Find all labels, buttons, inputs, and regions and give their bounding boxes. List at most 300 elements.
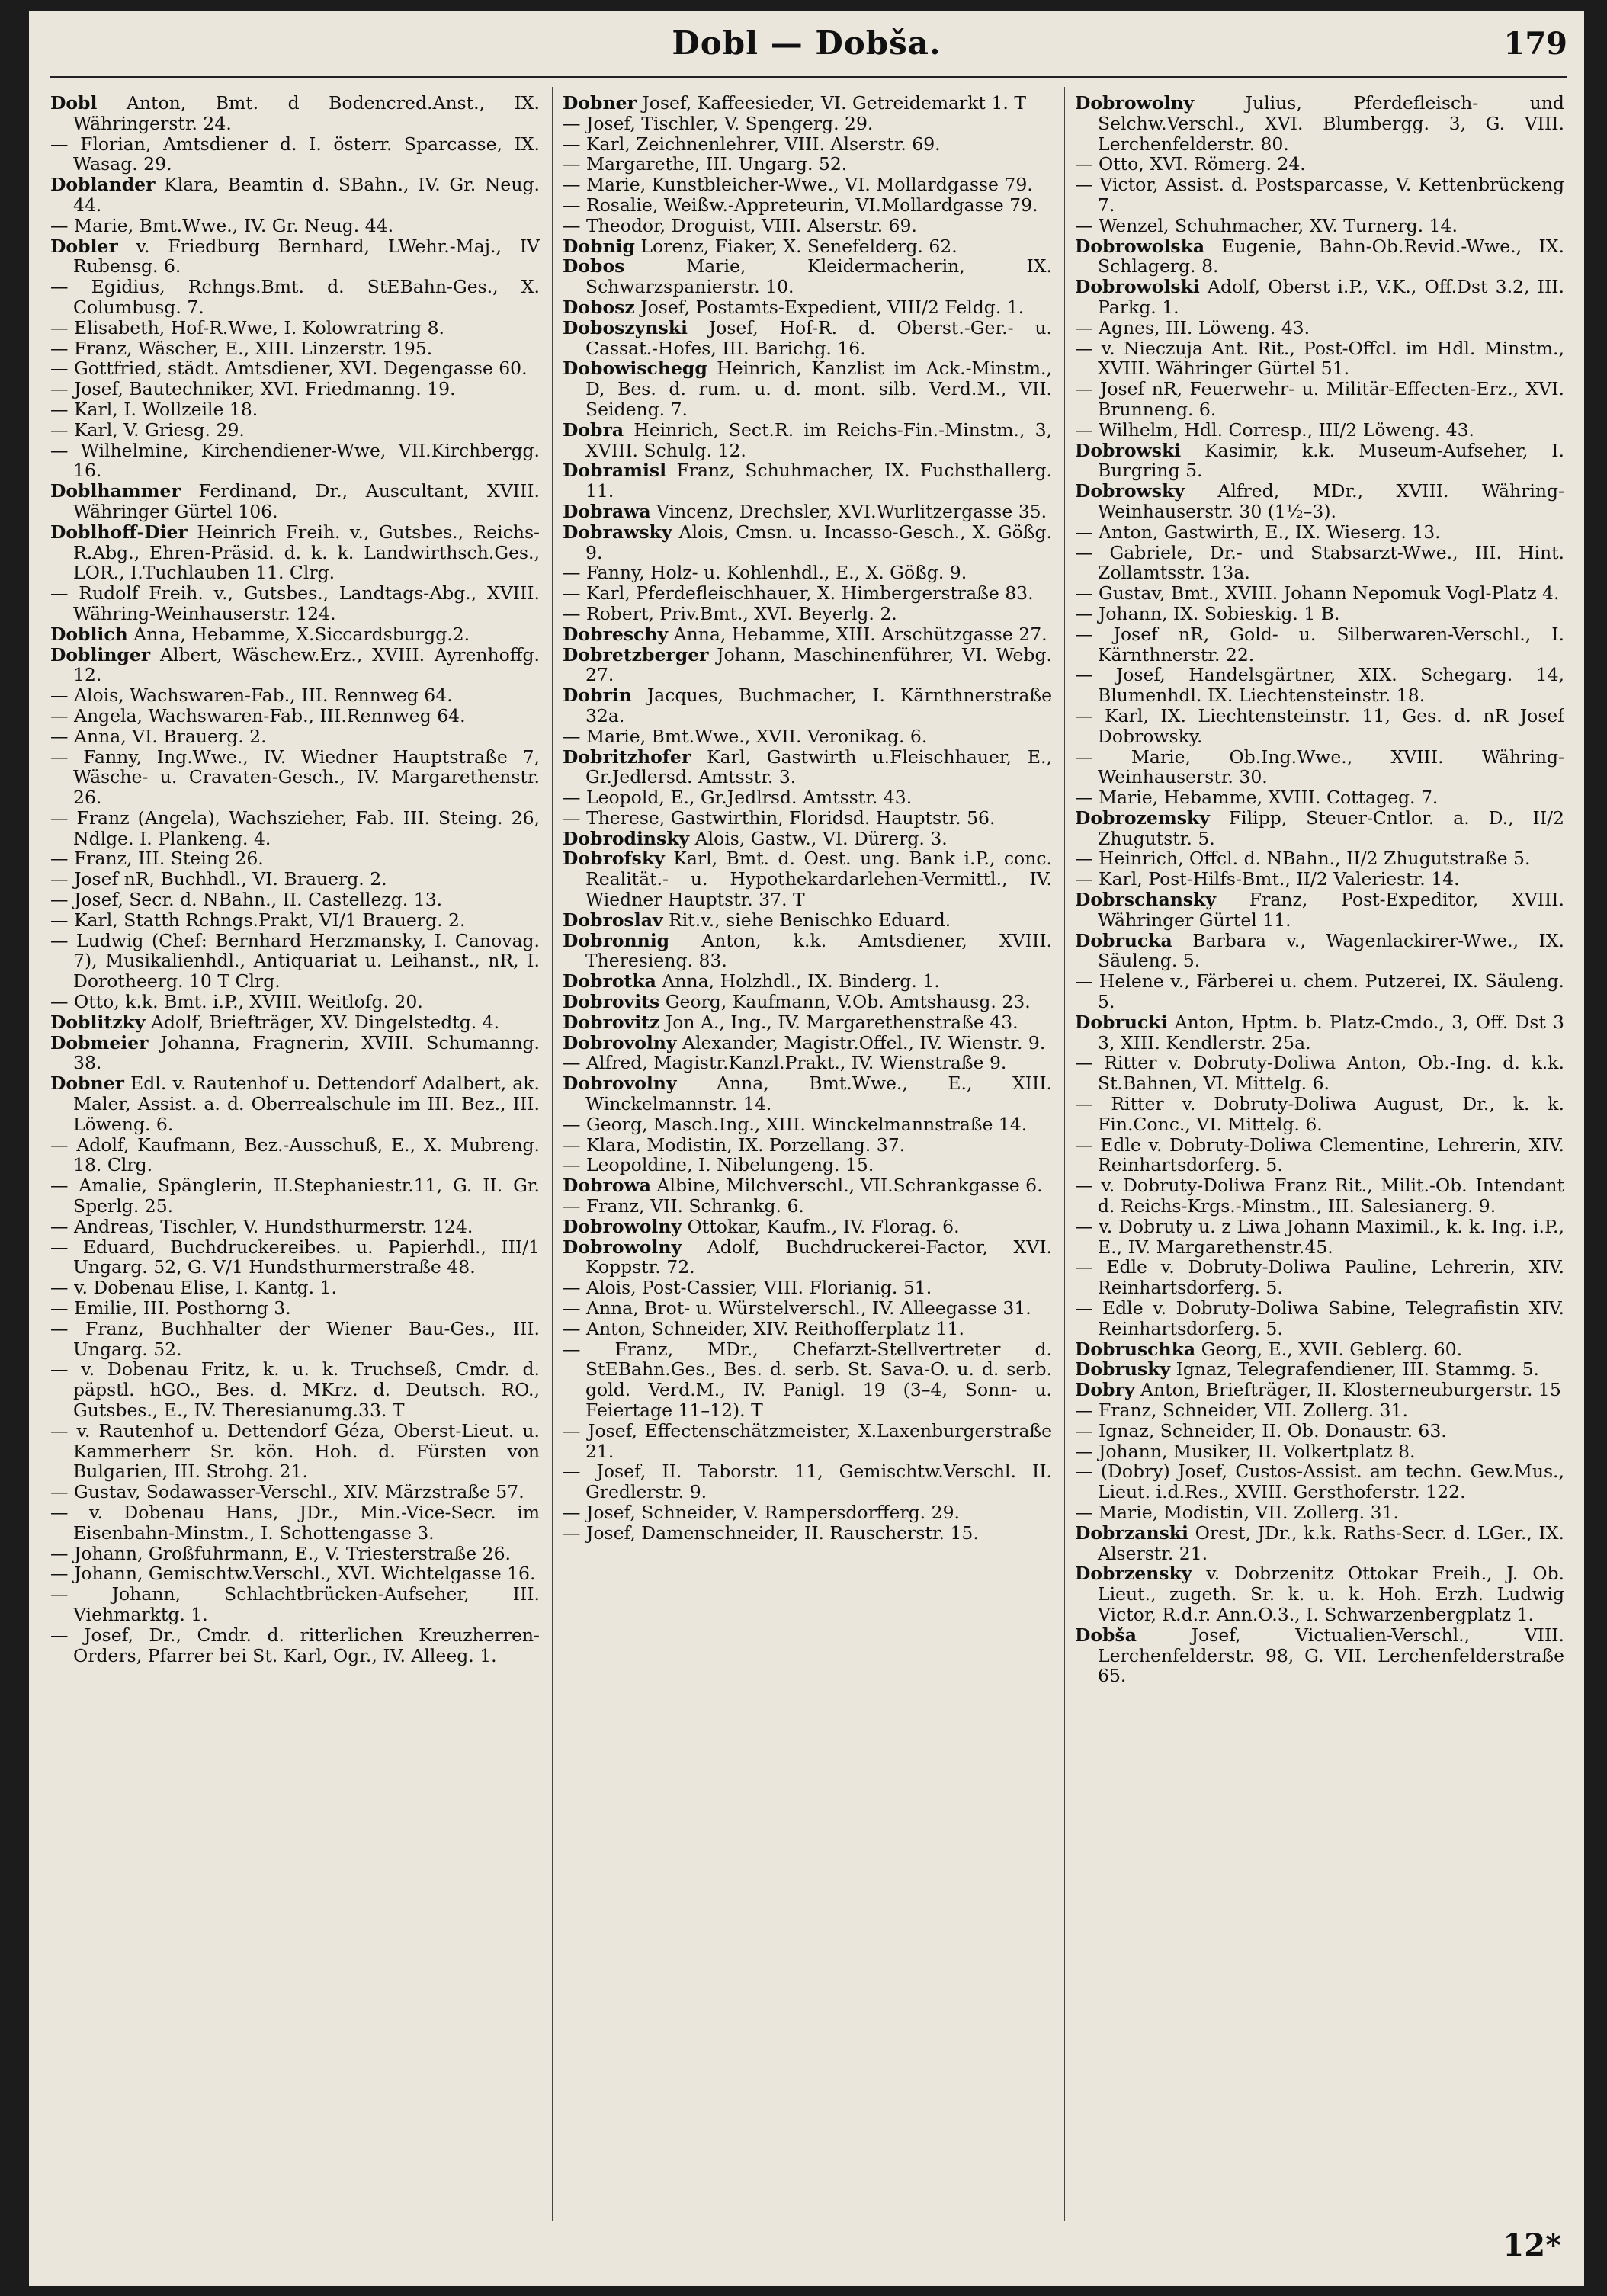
directory-entry: [50, 1237, 540, 1278]
directory-entry: [50, 481, 540, 522]
directory-entry: [50, 808, 540, 849]
directory-entry: [1075, 543, 1564, 584]
directory-entry: [50, 1298, 540, 1319]
entry-surname: Doblhammer: [50, 480, 181, 502]
column-1: [50, 93, 540, 2220]
directory-entry: [563, 1523, 1052, 1544]
directory-entry: [50, 706, 540, 726]
entry-text: Anton, Bmt. d Bodencred.Anst., IX. Währingerstr. 24.: [73, 93, 540, 134]
entry-text: — Franz (Angela), Wachszieher, Fab. III. Steing. 26, Ndlge. I. Plankeng. 4.: [50, 806, 540, 849]
directory-entry: [50, 379, 540, 399]
entry-text: — Josef nR, Buchhdl., VI. Brauerg. 2.: [50, 868, 387, 890]
entry-text: — Marie, Ob.Ing.Wwe., XVIII. Währing-Weinhauserstr. 30.: [1075, 746, 1564, 788]
entry-text: — Alfred, Magistr.Kanzl.Prakt., IV. Wienstraße 9.: [563, 1052, 1007, 1074]
entry-surname: Dobritzhofer: [563, 746, 691, 768]
entry-text: — Fanny, Holz- u. Kohlenhdl., E., X. Gößg. 9.: [563, 562, 967, 584]
entry-text: — Josef, Effectenschätzmeister, X.Laxenburgerstraße 21.: [563, 1419, 1052, 1462]
directory-entry: [1075, 665, 1564, 706]
directory-entry: [50, 93, 540, 134]
directory-entry: [563, 848, 1052, 909]
directory-entry: [1075, 1359, 1564, 1380]
entry-text: — Egidius, Rchngs.Bmt. d. StEBahn-Ges., X. Columbusg. 7.: [50, 276, 540, 318]
entry-text: Filipp, Steuer-Cntlor. a. D., II/2 Zhugutstr. 5.: [1098, 806, 1564, 849]
directory-entry: [1075, 522, 1564, 543]
entry-surname: Dobrucka: [1075, 929, 1172, 951]
entry-surname: Dobra: [563, 418, 624, 441]
entry-surname: Dobrowolski: [1075, 276, 1200, 298]
entry-text: — Alois, Post-Cassier, VIII. Florianig. 51.: [563, 1277, 932, 1299]
directory-entry: [50, 216, 540, 236]
entry-text: — Marie, Kunstbleicher-Wwe., VI. Mollardgasse 79.: [563, 174, 1033, 196]
entry-text: — v. Dobenau Elise, I. Kantg. 1.: [50, 1277, 337, 1299]
entry-text: — Marie, Bmt.Wwe., XVII. Veronikag. 6.: [563, 725, 928, 747]
directory-entry: [563, 195, 1052, 216]
directory-entry: [563, 1175, 1052, 1196]
entry-text: Vincenz, Drechsler, XVI.Wurlitzergasse 35.: [656, 500, 1047, 522]
directory-entry: [50, 583, 540, 624]
entry-text: — Anna, Brot- u. Würstelverschl., IV. Alleegasse 31.: [563, 1297, 1031, 1320]
directory-entry: [1075, 1217, 1564, 1258]
entry-text: — Johann, IX. Sobieskig. 1 B.: [1075, 602, 1340, 624]
directory-entry: [563, 93, 1052, 114]
entry-surname: Dobruschka: [1075, 1338, 1196, 1360]
directory-entry: [50, 910, 540, 931]
entry-text: Franz, Post-Expeditor, XVIII. Währinger Gürtel 11.: [1098, 889, 1564, 931]
directory-page: [29, 11, 1584, 2286]
entry-surname: Dobrovolny: [563, 1031, 677, 1053]
entry-text: Lorenz, Fiaker, X. Senefelderg. 62.: [640, 235, 957, 257]
directory-entry: [563, 971, 1052, 992]
entry-text: — Eduard, Buchdruckereibes. u. Papierhdl., III/1 Ungarg. 52, G. V/1 Hundsthurmerstraße 48.: [50, 1236, 540, 1278]
directory-entry: [1075, 624, 1564, 665]
directory-entry: [563, 1421, 1052, 1462]
entry-text: — Anna, VI. Brauerg. 2.: [50, 725, 267, 747]
directory-entry: [563, 1217, 1052, 1237]
page-number: 179: [1503, 26, 1567, 62]
entry-text: — Rosalie, Weißw.-Appreteurin, VI.Mollardgasse 79.: [563, 194, 1038, 216]
entry-text: Karl, Bmt. d. Oest. ung. Bank i.P., conc. Realität.- u. Hypothekardarlehen-Vermittl., IV. Wiedner Hauptstr. 37. T: [585, 848, 1052, 911]
entry-text: — Josef, Secr. d. NBahn., II. Castellezg. 13.: [50, 889, 443, 911]
directory-entry: [563, 1298, 1052, 1319]
entry-text: — Edle v. Dobruty-Doliwa Pauline, Lehrerin, XIV. Reinhartsdorferg. 5.: [1075, 1256, 1564, 1299]
entry-text: — Johann, Gemischtw.Verschl., XVI. Wichtelgasse 16.: [50, 1563, 536, 1585]
directory-entry: [563, 256, 1052, 297]
entry-text: — Helene v., Färberei u. chem. Putzerei, IX. Säuleng. 5.: [1075, 970, 1564, 1013]
entry-text: v. Friedburg Bernhard, LWehr.-Maj., IV Rubensg. 6.: [73, 235, 540, 277]
entry-surname: Dobowischegg: [563, 358, 707, 380]
directory-entry: [50, 624, 540, 645]
entry-text: — Ritter v. Dobruty-Doliwa August, Dr., k. k. Fin.Conc., VI. Mittelg. 6.: [1075, 1093, 1564, 1135]
entry-text: Jon A., Ing., IV. Margarethenstraße 43.: [665, 1011, 1018, 1033]
entry-text: — Andreas, Tischler, V. Hundsthurmerstr. 124.: [50, 1215, 473, 1237]
entry-text: Kasimir, k.k. Museum-Aufseher, I. Burgring 5.: [1098, 439, 1564, 482]
entry-surname: Dobos: [563, 255, 625, 277]
entry-text: Alfred, MDr., XVIII. Währing-Weinhauserstr. 30 (1½–3).: [1098, 480, 1564, 522]
entry-text: — Theodor, Droguist, VIII. Alserstr. 69.: [563, 214, 917, 236]
directory-entry: [50, 931, 540, 992]
entry-text: Johann, Maschinenführer, VI. Webg. 27.: [585, 643, 1052, 686]
entry-text: — Franz, Wäscher, E., XIII. Linzerstr. 195.: [50, 337, 433, 359]
entry-text: Anton, k.k. Amtsdiener, XVIII. Theresieng. 83.: [585, 929, 1052, 972]
directory-entry: [50, 1584, 540, 1625]
directory-entry: [50, 277, 540, 318]
entry-text: — Franz, Buchhalter der Wiener Bau-Ges., III. Ungarg. 52.: [50, 1317, 540, 1360]
directory-entry: [563, 318, 1052, 359]
directory-entry: [563, 175, 1052, 195]
entry-text: Heinrich, Sect.R. im Reichs-Fin.-Minstm., 3, XVIII. Schulg. 12.: [585, 418, 1052, 461]
directory-entry: [1075, 706, 1564, 747]
entry-surname: Dobrawa: [563, 500, 651, 522]
entry-text: — Josef, Dr., Cmdr. d. ritterlichen Kreuzherren-Orders, Pfarrer bei St. Karl, Ogr., IV. Alleeg. 1.: [50, 1624, 540, 1666]
entry-text: Anna, Holzhdl., IX. Binderg. 1.: [662, 970, 940, 992]
entry-surname: Doblitzky: [50, 1011, 146, 1033]
entry-text: — Gottfried, städt. Amtsdiener, XVI. Degengasse 60.: [50, 358, 528, 380]
entry-text: Josef, Postamts-Expedient, VIII/2 Feldg. 1.: [640, 296, 1025, 318]
entry-surname: Dobša: [1075, 1624, 1137, 1646]
entry-text: — Anton, Schneider, XIV. Reithofferplatz 11.: [563, 1317, 964, 1339]
directory-entry: [563, 1135, 1052, 1156]
entry-text: — Wenzel, Schuhmacher, XV. Turnerg. 14.: [1075, 214, 1458, 236]
entry-text: Johanna, Fragnerin, XVIII. Schumanng. 38.: [73, 1031, 540, 1074]
entry-text: Anna, Bmt.Wwe., E., XIII. Winckelmannstr. 14.: [585, 1073, 1052, 1115]
directory-entry: [50, 1563, 540, 1584]
entry-text: Anna, Hebamme, X.Siccardsburgg.2.: [133, 623, 470, 645]
directory-entry: [563, 1012, 1052, 1033]
entry-text: — Victor, Assist. d. Postsparcasse, V. Kettenbrückeng 7.: [1075, 174, 1564, 216]
entry-text: — v. Nieczuja Ant. Rit., Post-Offcl. im Hdl. Minstm., XVIII. Währinger Gürtel 51.: [1075, 337, 1564, 380]
directory-entry: [563, 1033, 1052, 1053]
entry-text: — Florian, Amtsdiener d. I. österr. Sparcasse, IX. Wasag. 29.: [50, 133, 540, 175]
entry-text: — Karl, Pferdefleischhauer, X. Himbergerstraße 83.: [563, 582, 1034, 604]
directory-entry: [563, 583, 1052, 604]
entry-text: — v. Dobenau Hans, JDr., Min.-Vice-Secr. im Eisenbahn-Minstm., I. Schottengasse 3.: [50, 1501, 540, 1544]
entry-text: — Therese, Gastwirthin, Floridsd. Hauptstr. 56.: [563, 806, 996, 829]
directory-entry: [563, 114, 1052, 134]
entry-surname: Dobrowsky: [1075, 480, 1185, 502]
entry-text: — Marie, Hebamme, XVIII. Cottageg. 7.: [1075, 787, 1439, 809]
entry-text: Alois, Gastw., VI. Dürerg. 3.: [694, 827, 948, 849]
entry-text: Edl. v. Rautenhof u. Dettendorf Adalbert, ak. Maler, Assist. a. d. Oberrealschule im III. Bez., III. Löweng. 6.: [73, 1073, 540, 1135]
directory-entry: [1075, 971, 1564, 1012]
directory-entry: [1075, 890, 1564, 931]
directory-entry: [50, 420, 540, 441]
directory-entry: [563, 358, 1052, 419]
entry-text: Adolf, Briefträger, XV. Dingelstedtg. 4.: [150, 1011, 500, 1033]
entry-text: — Heinrich, Offcl. d. NBahn., II/2 Zhugutstraße 5.: [1075, 848, 1531, 870]
directory-entry: [50, 134, 540, 175]
entry-text: — Marie, Modistin, VII. Zollerg. 31.: [1075, 1501, 1399, 1523]
entry-text: — Karl, IX. Liechtensteinstr. 11, Ges. d. nR Josef Dobrowsky.: [1075, 704, 1564, 747]
directory-entry: [1075, 93, 1564, 154]
entry-text: — Josef, Schneider, V. Rampersdorfferg. 29.: [563, 1501, 960, 1523]
directory-entry: [50, 869, 540, 890]
directory-entry: [1075, 420, 1564, 441]
entry-text: — v. Dobruty-Doliwa Franz Rit., Milit.-Ob. Intendant d. Reichs-Krgs.-Minstm., III. Salesianerg. 9.: [1075, 1175, 1564, 1217]
directory-entry: [50, 890, 540, 910]
entry-text: — Franz, VII. Schrankg. 6.: [563, 1195, 804, 1217]
entry-text: — Josef, Damenschneider, II. Rauscherstr. 15.: [563, 1522, 979, 1544]
entry-text: — Josef, Tischler, V. Spengerg. 29.: [563, 112, 874, 134]
entry-text: — Karl, V. Griesg. 29.: [50, 418, 245, 441]
entry-text: Ferdinand, Dr., Auscultant, XVIII. Währinger Gürtel 106.: [73, 480, 540, 522]
entry-text: Ignaz, Telegrafendiener, III. Stammg. 5.: [1176, 1358, 1540, 1380]
directory-entry: [50, 338, 540, 359]
entry-text: Heinrich Freih. v., Gutsbes., Reichs-R.Abg., Ehren-Präsid. d. k. k. Landwirthsch.Ges., LOR., I.Tuchlauben 11. Clrg.: [73, 521, 540, 584]
directory-entry: [563, 420, 1052, 461]
directory-entry: [1075, 175, 1564, 216]
directory-entry: [563, 808, 1052, 829]
entry-surname: Dobrowolny: [563, 1215, 682, 1237]
entry-text: — Robert, Priv.Bmt., XVI. Beyerlg. 2.: [563, 602, 897, 624]
entry-text: Rit.v., siehe Benischko Eduard.: [669, 909, 951, 931]
entry-text: Anton, Briefträger, II. Klosterneuburgerstr. 15: [1140, 1379, 1561, 1401]
entry-text: Barbara v., Wagenlackirer-Wwe., IX. Säuleng. 5.: [1098, 929, 1564, 972]
entry-text: Adolf, Oberst i.P., V.K., Off.Dst 3.2, III. Parkg. 1.: [1098, 276, 1564, 318]
entry-text: — Josef nR, Gold- u. Silberwaren-Verschl., I. Kärnthnerstr. 22.: [1075, 623, 1564, 665]
entry-surname: Dobmeier: [50, 1031, 149, 1053]
column-3: [1075, 93, 1564, 2220]
directory-entry: [50, 1012, 540, 1033]
directory-entry: [563, 460, 1052, 502]
entry-text: — Emilie, III. Posthorng 3.: [50, 1297, 291, 1320]
directory-entry: [563, 502, 1052, 522]
entry-text: — Leopold, E., Gr.Jedlrsd. Amtsstr. 43.: [563, 787, 913, 809]
directory-entry: [563, 1053, 1052, 1073]
directory-entry: [563, 604, 1052, 624]
entry-text: — Franz, III. Steing 26.: [50, 848, 264, 870]
column-divider: [1064, 87, 1065, 2221]
entry-surname: Dobrowa: [563, 1175, 651, 1197]
directory-entry: [1075, 1298, 1564, 1339]
entry-text: — Gabriele, Dr.- und Stabsarzt-Wwe., III. Hint. Zollamtsstr. 13a.: [1075, 541, 1564, 584]
directory-entry: [1075, 441, 1564, 482]
entry-text: — Karl, Statth Rchngs.Prakt, VI/1 Brauerg. 2.: [50, 909, 466, 931]
directory-entry: [1075, 379, 1564, 420]
entry-surname: Dobrzensky: [1075, 1563, 1192, 1585]
directory-entry: [1075, 481, 1564, 522]
directory-entry: [1075, 1257, 1564, 1298]
entry-text: Josef, Kaffeesieder, VI. Getreidemarkt 1. T: [642, 93, 1026, 114]
entry-text: — Johann, Schlachtbrücken-Aufseher, III. Viehmarktg. 1.: [50, 1583, 540, 1625]
directory-entry: [1075, 338, 1564, 380]
entry-text: — Ignaz, Schneider, II. Ob. Donaustr. 63.: [1075, 1419, 1447, 1441]
directory-entry: [563, 685, 1052, 726]
entry-surname: Dobrusky: [1075, 1358, 1171, 1380]
directory-entry: [563, 134, 1052, 155]
entry-text: — Otto, k.k. Bmt. i.P., XVIII. Weitlofg. 20.: [50, 991, 423, 1013]
entry-text: — Gustav, Sodawasser-Verschl., XIV. Märzstraße 57.: [50, 1481, 524, 1503]
entry-surname: Doblinger: [50, 643, 151, 665]
directory-entry: [50, 1278, 540, 1298]
directory-entry: [563, 747, 1052, 788]
directory-entry: [563, 522, 1052, 563]
entry-text: — Gustav, Bmt., XVIII. Johann Nepomuk Vogl-Platz 4.: [1075, 582, 1560, 604]
directory-entry: [1075, 277, 1564, 318]
entry-text: Jacques, Buchmacher, I. Kärnthnerstraße 32a.: [585, 685, 1052, 726]
directory-entry: [50, 1217, 540, 1237]
directory-entry: [563, 1196, 1052, 1217]
entry-surname: Dobnig: [563, 235, 635, 257]
directory-entry: [1075, 931, 1564, 972]
directory-entry: [1075, 1563, 1564, 1624]
entry-surname: Dobler: [50, 235, 118, 257]
entry-surname: Doblander: [50, 174, 156, 196]
entry-text: Ottokar, Kaufm., IV. Florag. 6.: [687, 1215, 960, 1237]
directory-entry: [1075, 1625, 1564, 1686]
entry-surname: Dobrofsky: [563, 848, 665, 870]
entry-surname: Dobramisl: [563, 460, 667, 482]
entry-surname: Dobretzberger: [563, 643, 709, 665]
entry-surname: Dobrowolny: [563, 1236, 682, 1258]
entry-text: Albert, Wäschew.Erz., XVIII. Ayrenhoffg. 12.: [73, 643, 540, 686]
entry-surname: Dobosz: [563, 296, 635, 318]
entry-text: — Karl, I. Wollzeile 18.: [50, 398, 258, 420]
entry-text: — Josef, II. Taborstr. 11, Gemischtw.Verschl. II. Gredlerstr. 9.: [563, 1461, 1052, 1503]
entry-text: — Edle v. Dobruty-Doliwa Clementine, Lehrerin, XIV. Reinhartsdorferg. 5.: [1075, 1134, 1564, 1176]
directory-entry: [563, 216, 1052, 236]
directory-entry: [1075, 583, 1564, 604]
entry-surname: Dobrowolska: [1075, 235, 1205, 257]
directory-entry: [1075, 604, 1564, 624]
entry-text: Franz, Schuhmacher, IX. Fuchsthallerg. 11.: [585, 460, 1052, 502]
directory-entry: [563, 992, 1052, 1012]
directory-entry: [1075, 1523, 1564, 1564]
entry-text: — v. Dobruty u. z Liwa Johann Maximil., k. k. Ing. i.P., E., IV. Margarethenstr.45.: [1075, 1215, 1564, 1258]
directory-entry: [50, 1359, 540, 1420]
directory-entry: [1075, 787, 1564, 808]
entry-surname: Dobrowski: [1075, 439, 1182, 461]
entry-text: Alois, Cmsn. u. Incasso-Gesch., X. Gößg. 9.: [585, 521, 1052, 563]
directory-entry: [50, 441, 540, 482]
entry-text: — Alois, Wachswaren-Fab., III. Rennweg 64.: [50, 685, 453, 707]
directory-entry: [50, 747, 540, 808]
entry-surname: Dobrovolny: [563, 1073, 677, 1095]
directory-entry: [50, 1175, 540, 1217]
entry-text: Adolf, Buchdruckerei-Factor, XVI. Koppstr. 72.: [585, 1236, 1052, 1278]
entry-text: — Ludwig (Chef: Bernhard Herzmansky, I. Canovag. 7), Musikalienhdl., Antiquariat u. Leihanst., nR, I. Dorotheerg. 10 T Clrg.: [50, 929, 540, 992]
directory-entry: [50, 848, 540, 869]
running-title: Dobl — Dobša.: [672, 24, 941, 62]
entry-text: — Karl, Post-Hilfs-Bmt., II/2 Valeriestr. 14.: [1075, 868, 1460, 890]
entry-surname: Dobronnig: [563, 929, 670, 951]
entry-text: — Franz, MDr., Chefarzt-Stellvertreter d. StEBahn.Ges., Bes. d. serb. St. Sava-O. u. d. serb. gold. Verd.M., IV. Panigl. 19 (3–4, Sonn- u. Feiertage 11–12). T: [563, 1338, 1052, 1421]
entry-text: Albine, Milchverschl., VII.Schrankgasse 6.: [656, 1175, 1043, 1197]
entry-text: Heinrich, Kanzlist im Ack.-Minstm., D, Bes. d. rum. u. d. mont. silb. Verd.M., VII. Seideng. 7.: [585, 358, 1052, 420]
entry-text: — Josef nR, Feuerwehr- u. Militär-Effecten-Erz., XVI. Brunneng. 6.: [1075, 378, 1564, 420]
directory-entry: [563, 1073, 1052, 1114]
entry-text: — (Dobry) Josef, Custos-Assist. am techn. Gew.Mus., Lieut. i.d.Res., XVIII. Gersthoferstr. 122.: [1075, 1461, 1564, 1503]
entry-text: Josef, Victualien-Verschl., VIII. Lerchenfelderstr. 98, G. VII. Lerchenfelderstraße 65.: [1098, 1624, 1564, 1687]
entry-text: Marie, Kleidermacherin, IX. Schwarzspanierstr. 10.: [585, 255, 1052, 298]
directory-entry: [50, 175, 540, 216]
entry-surname: Doblhoff-Dier: [50, 521, 188, 543]
entry-surname: Dobrozemsky: [1075, 806, 1210, 829]
entry-surname: Dobrodinsky: [563, 827, 690, 849]
directory-entry: [1075, 154, 1564, 175]
directory-entry: [1075, 318, 1564, 338]
directory-entry: [563, 297, 1052, 318]
directory-entry: [563, 1155, 1052, 1175]
entry-text: — Karl, Zeichnenlehrer, VIII. Alserstr. 69.: [563, 133, 941, 155]
directory-entry: [50, 1544, 540, 1564]
entry-surname: Dobrovits: [563, 991, 660, 1013]
entry-surname: Dobrotka: [563, 970, 656, 992]
entry-text: — Elisabeth, Hof-R.Wwe, I. Kolowratring 8.: [50, 316, 444, 338]
entry-text: — v. Rautenhof u. Dettendorf Géza, Oberst-Lieut. u. Kammerherr Sr. kön. Hoh. d. Fürsten von Bulgarien, III. Strohg. 21.: [50, 1419, 540, 1483]
entry-text: Georg, Kaufmann, V.Ob. Amtshausg. 23.: [665, 991, 1031, 1013]
entry-surname: Dobrschansky: [1075, 889, 1216, 911]
directory-entry: [1075, 1461, 1564, 1502]
directory-entry: [50, 399, 540, 420]
directory-entry: [1075, 1502, 1564, 1523]
directory-entry: [563, 931, 1052, 972]
entry-text: — Amalie, Spänglerin, II.Stephaniestr.11, G. II. Gr. Sperlg. 25.: [50, 1175, 540, 1217]
entry-text: Anna, Hebamme, XIII. Arschützgasse 27.: [673, 623, 1047, 645]
directory-entry: [563, 1461, 1052, 1502]
directory-entry: [563, 645, 1052, 686]
directory-entry: [563, 1278, 1052, 1298]
directory-entry: [563, 1237, 1052, 1278]
directory-entry: [50, 726, 540, 747]
directory-entry: [563, 236, 1052, 257]
directory-entry: [563, 910, 1052, 931]
column-2: [563, 93, 1052, 2220]
entry-text: Karl, Gastwirth u.Fleischhauer, E., Gr.Jedlersd. Amtsstr. 3.: [585, 746, 1052, 788]
entry-text: — Georg, Masch.Ing., XIII. Winckelmannstraße 14.: [563, 1113, 1028, 1135]
entry-surname: Dobry: [1075, 1379, 1135, 1401]
entry-surname: Dobrzanski: [1075, 1522, 1188, 1544]
entry-surname: Dobrovitz: [563, 1011, 660, 1033]
entry-text: Orest, JDr., k.k. Raths-Secr. d. LGer., IX. Alserstr. 21.: [1098, 1522, 1564, 1564]
entry-surname: Dobrucki: [1075, 1011, 1168, 1033]
entry-text: v. Dobrzenitz Ottokar Freih., J. Ob. Lieut., zugeth. Sr. k. u. k. Hoh. Erzh. Ludwig Victor, R.d.r. Ann.O.3., I. Schwarzenbergplatz 1.: [1098, 1563, 1564, 1625]
entry-text: — Otto, XVI. Römerg. 24.: [1075, 153, 1306, 175]
entry-text: — Agnes, III. Löweng. 43.: [1075, 316, 1310, 338]
entry-surname: Dobner: [563, 93, 637, 114]
entry-text: — Klara, Modistin, IX. Porzellang. 37.: [563, 1134, 906, 1156]
entry-text: Eugenie, Bahn-Ob.Revid.-Wwe., IX. Schlagerg. 8.: [1098, 235, 1564, 277]
directory-entry: [50, 318, 540, 338]
entry-text: — Marie, Bmt.Wwe., IV. Gr. Neug. 44.: [50, 214, 394, 236]
header-rule: [50, 76, 1567, 78]
entry-text: Georg, E., XVII. Geblerg. 60.: [1201, 1338, 1463, 1360]
entry-surname: Dobrowolny: [1075, 93, 1195, 114]
entry-surname: Dobner: [50, 1073, 124, 1095]
directory-entry: [563, 624, 1052, 645]
directory-entry: [50, 1625, 540, 1666]
directory-entry: [50, 645, 540, 686]
entry-surname: Doboszynski: [563, 316, 688, 338]
directory-entry: [1075, 1339, 1564, 1360]
entry-text: — Ritter v. Dobruty-Doliwa Anton, Ob.-Ing. d. k.k. St.Bahnen, VI. Mittelg. 6.: [1075, 1052, 1564, 1095]
directory-entry: [1075, 1421, 1564, 1441]
directory-entry: [1075, 236, 1564, 277]
signature-mark: 12*: [1503, 2227, 1561, 2263]
entry-text: — Johann, Großfuhrmann, E., V. Triesterstraße 26.: [50, 1542, 511, 1564]
directory-entry: [1075, 216, 1564, 236]
directory-entry: [1075, 1400, 1564, 1421]
entry-text: — v. Dobenau Fritz, k. u. k. Truchseß, Cmdr. d. päpstl. hGO., Bes. d. MKrz. d. Deutsch. RO., Gutsbes., E., IV. Theresianumg.33. T: [50, 1358, 540, 1421]
directory-entry: [50, 1482, 540, 1502]
directory-entry: [1075, 808, 1564, 849]
column-divider: [552, 87, 553, 2221]
entry-surname: Dobreschy: [563, 623, 669, 645]
directory-entry: [1075, 1380, 1564, 1400]
page-header: [29, 24, 1584, 70]
directory-entry: [563, 1114, 1052, 1135]
directory-entry: [50, 1421, 540, 1482]
entry-text: — Rudolf Freih. v., Gutsbes., Landtags-Abg., XVIII. Währing-Weinhauserstr. 124.: [50, 582, 540, 624]
